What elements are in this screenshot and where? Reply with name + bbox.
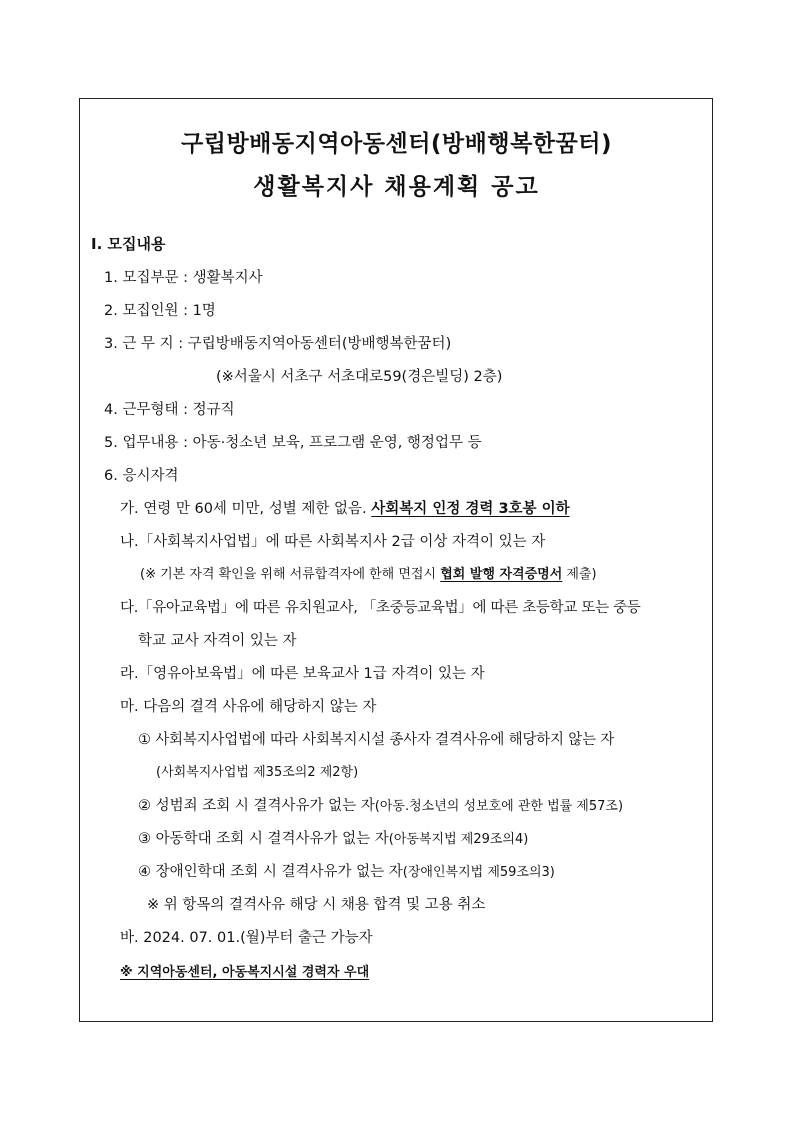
- notice-subtitle: 생활복지사 채용계획 공고: [253, 174, 540, 200]
- qual-na: 나.「사회복지사업법」에 따른 사회복지사 2급 이상 자격이 있는 자: [120, 534, 546, 550]
- section-heading: Ⅰ. 모집내용: [91, 235, 166, 253]
- item-type: 4. 근무형태 : 정규직: [104, 402, 235, 418]
- qual-da-line2: 학교 교사 자격이 있는 자: [138, 633, 297, 649]
- preference-note: [120, 961, 369, 980]
- qual-ga-emphasis: 사회복지 인정 경력 3호봉 이하: [371, 501, 570, 517]
- qual-ma-2-note: (아동.청소년의 성보호에 관한 법률 제57조): [374, 799, 624, 814]
- qual-ma-1: ① 사회복지사업법에 따라 사회복지시설 종사자 결격사유에 해당하지 않는 자: [138, 732, 615, 748]
- qual-ma-2: [138, 794, 623, 815]
- item-count: 2. 모집인원 : 1명: [104, 303, 216, 319]
- qual-ma-warning: ※ 위 항목의 결격사유 해당 시 채용 합격 및 고용 취소: [147, 897, 486, 913]
- qual-ga-text: 가. 연령 만 60세 미만, 성별 제한 없음.: [120, 501, 372, 517]
- notice-frame: [79, 98, 713, 1022]
- qual-ma-4: [138, 860, 555, 881]
- qual-da-line1: 다.「유아교육법」에 따른 유치원교사, 「초중등교육법」에 따른 초등학교 또는 중등: [120, 600, 641, 616]
- item-address: (※서울시 서초구 서초대로59(경은빌딩) 2층): [216, 369, 503, 385]
- qual-na-note-emphasis: 협회 발행 자격증명서: [440, 567, 563, 582]
- qual-ga: [120, 497, 570, 518]
- item-dept: 1. 모집부문 : 생활복지사: [104, 270, 263, 286]
- qual-ma-3: [138, 827, 528, 848]
- item-place: 3. 근 무 지 : 구립방배동지역아동센터(방배행복한꿈터): [104, 336, 452, 352]
- qual-ma-4-text: ④ 장애인학대 조회 시 결격사유가 없는 자: [138, 864, 403, 880]
- qual-ma-3-note: (아동복지법 제29조의4): [388, 832, 529, 847]
- qual-ma: 마. 다음의 결격 사유에 해당하지 않는 자: [120, 699, 377, 715]
- qual-ma-3-text: ③ 아동학대 조회 시 결격사유가 없는 자: [138, 831, 389, 847]
- preference-note-text: ※ 지역아동센터, 아동복지시설 경력자 우대: [120, 965, 370, 980]
- item-qual: 6. 응시자격: [104, 468, 179, 484]
- qual-ma-1-note: (사회복지사업법 제35조의2 제2항): [156, 765, 359, 780]
- qual-na-note-end: 제출): [562, 567, 597, 582]
- qual-ra: 라.「영유아보육법」에 따른 보육교사 1급 자격이 있는 자: [120, 666, 485, 682]
- notice-title: 구립방배동지역아동센터(방배행복한꿈터): [181, 131, 612, 157]
- qual-na-note-text: (※ 기본 자격 확인을 위해 서류합격자에 한해 면접시: [140, 567, 441, 582]
- qual-ma-4-note: (장애인복지법 제59조의3): [402, 865, 555, 880]
- qual-ba: 바. 2024. 07. 01.(월)부터 출근 가능자: [120, 930, 373, 946]
- qual-na-note: [140, 563, 597, 582]
- item-duties: 5. 업무내용 : 아동·청소년 보육, 프로그램 운영, 행정업무 등: [104, 435, 482, 451]
- qual-ma-2-text: ② 성범죄 조회 시 결격사유가 없는 자: [138, 798, 375, 814]
